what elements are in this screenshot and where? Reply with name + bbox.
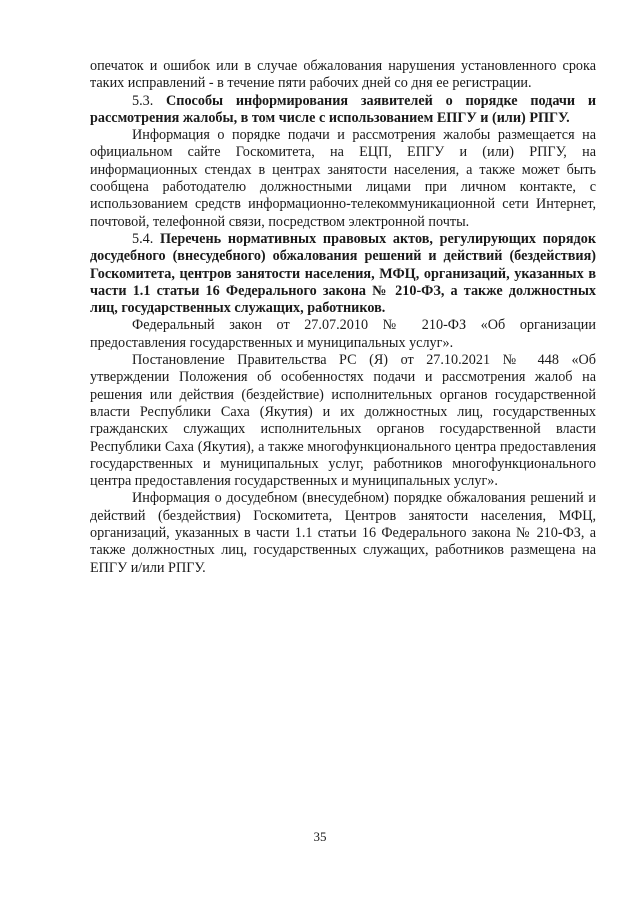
- section-title: Перечень нормативных правовых актов, регулирующих порядок досудебного (внесудебного) обжалования решений и действий (бездействия) Госкомитета, центров занятости населения, МФЦ, организаций, указанных в части 1.1 статьи 16 Федерального закона № 210-ФЗ, а также должностных лиц, государственных служащих, работников.: [90, 230, 596, 317]
- paragraph-federal-law: Федеральный закон от 27.07.2010 № 210-ФЗ «Об организации предоставления государственных и муниципальных услуг».: [90, 317, 596, 351]
- section-heading-5-4: [90, 231, 596, 317]
- paragraph-info-complaints: Информация о порядке подачи и рассмотрения жалобы размещается на официальном сайте Госкомитета, на ЕЦП, ЕПГУ и (или) РПГУ, на информационных стендах в центрах занятости населения, а также может быть сообщена работодателю должностными лицами при личном контакте, с использованием средств информационно-телекоммуникационной сети Интернет, почтовой, телефонной связи, посредством электронной почты.: [90, 127, 596, 230]
- paragraph-continuation: опечаток и ошибок или в случае обжалования нарушения установленного срока таких исправлений - в течение пяти рабочих дней со дня ее регистрации.: [90, 58, 596, 92]
- section-number: 5.4.: [132, 230, 154, 247]
- document-body: [90, 58, 596, 577]
- section-number: 5.3.: [132, 92, 154, 109]
- paragraph-pretrial-info: Информация о досудебном (внесудебном) порядке обжалования решений и действий (бездействия) Госкомитета, Центров занятости населения, МФЦ, организаций, указанных в части 1.1 статьи 16 Федерального закона № 210-ФЗ, а также должностных лиц, государственных служащих, работников размещена на ЕПГУ и/или РПГУ.: [90, 490, 596, 576]
- page-number: 35: [313, 829, 327, 844]
- paragraph-government-decree: Постановление Правительства РС (Я) от 27.10.2021 № 448 «Об утверждении Положения об особенностях подачи и рассмотрения жалоб на решения или действия (бездействие) исполнительных органов государственной власти Республики Саха (Якутия) и их должностных лиц, государственных гражданских служащих исполнительных органов государственной власти Республики Саха (Якутия), а также многофункционального центра предоставления государственных и муниципальных услуг, работников многофункционального центра предоставления государственных и муниципальных услуг».: [90, 352, 596, 490]
- section-heading-5-3: [90, 93, 596, 128]
- section-title: Способы информирования заявителей о порядке подачи и рассмотрения жалобы, в том числе с использованием ЕПГУ и (или) РПГУ.: [90, 92, 596, 126]
